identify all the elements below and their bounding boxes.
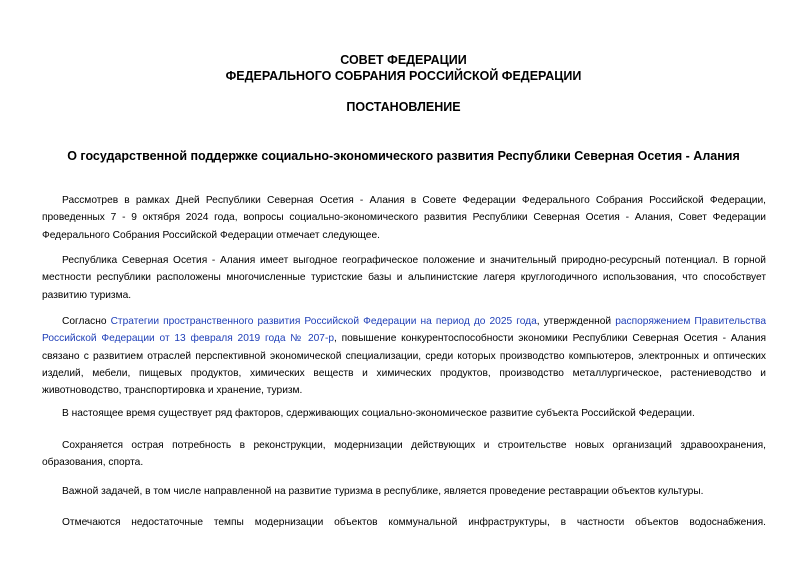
- paragraph-3: [42, 313, 766, 399]
- paragraph-2: Республика Северная Осетия - Алания имеет выгодное географическое положение и значительный природно-ресурсный потенциал. В горной местности республики расположены многочисленные туристские базы и альпинистские лагеря круглогодичного использования, что способствует развитию туризма.: [42, 255, 766, 301]
- paragraph-1: Рассмотрев в рамках Дней Республики Северная Осетия - Алания в Совете Федерации Федерального Собрания Российской Федерации, проведенных 7 - 9 октября 2024 года, вопросы социально-экономического развития Республики Северная Осетия - Алания, Совет Федерации Федерального Собрания Российской Федерации отмечает следующее.: [42, 195, 766, 241]
- decree-link[interactable]: распоряжением Правительства Российской Федерации от 13 февраля 2019 года № 207-р: [42, 316, 767, 345]
- paragraph-3-text-2: , утвержденной: [536, 316, 616, 327]
- paragraph-3-text-1: Согласно: [62, 316, 111, 327]
- header-council: СОВЕТ ФЕДЕРАЦИИ: [340, 53, 467, 67]
- document-type: ПОСТАНОВЛЕНИЕ: [346, 100, 461, 114]
- paragraph-7: Отмечаются недостаточные темпы модернизации объектов коммунальной инфраструктуры, в частности объектов водоснабжения.: [62, 517, 766, 528]
- strategy-link[interactable]: Стратегии пространственного развития Российской Федерации на период до 2025 года: [110, 316, 537, 327]
- document-title: О государственной поддержке социально-экономического развития Республики Северная Осетия - Алания: [67, 149, 740, 163]
- paragraph-6: Важной задачей, в том числе направленной на развитие туризма в республике, является проведение реставрации объектов культуры.: [62, 486, 704, 497]
- header-assembly: ФЕДЕРАЛЬНОГО СОБРАНИЯ РОССИЙСКОЙ ФЕДЕРАЦИИ: [225, 69, 582, 83]
- paragraph-4: В настоящее время существует ряд факторов, сдерживающих социально-экономическое развитие субъекта Российской Федерации.: [62, 408, 695, 419]
- paragraph-3-text-3: , повышение конкурентоспособности экономики Республики Северная Осетия - Алания связано с развитием отраслей перспективной экономической специализации, среди которых производство компьютеров, электронных и оптических изделий, мебели, пищевых продуктов, химических веществ и химических продуктов, производство металлургическое, растениеводство и животноводство, транспортировка и хранение, туризм.: [42, 333, 766, 397]
- paragraph-5: Сохраняется острая потребность в реконструкции, модернизации действующих и строительстве новых организаций здравоохранения, образования, спорта.: [42, 440, 766, 469]
